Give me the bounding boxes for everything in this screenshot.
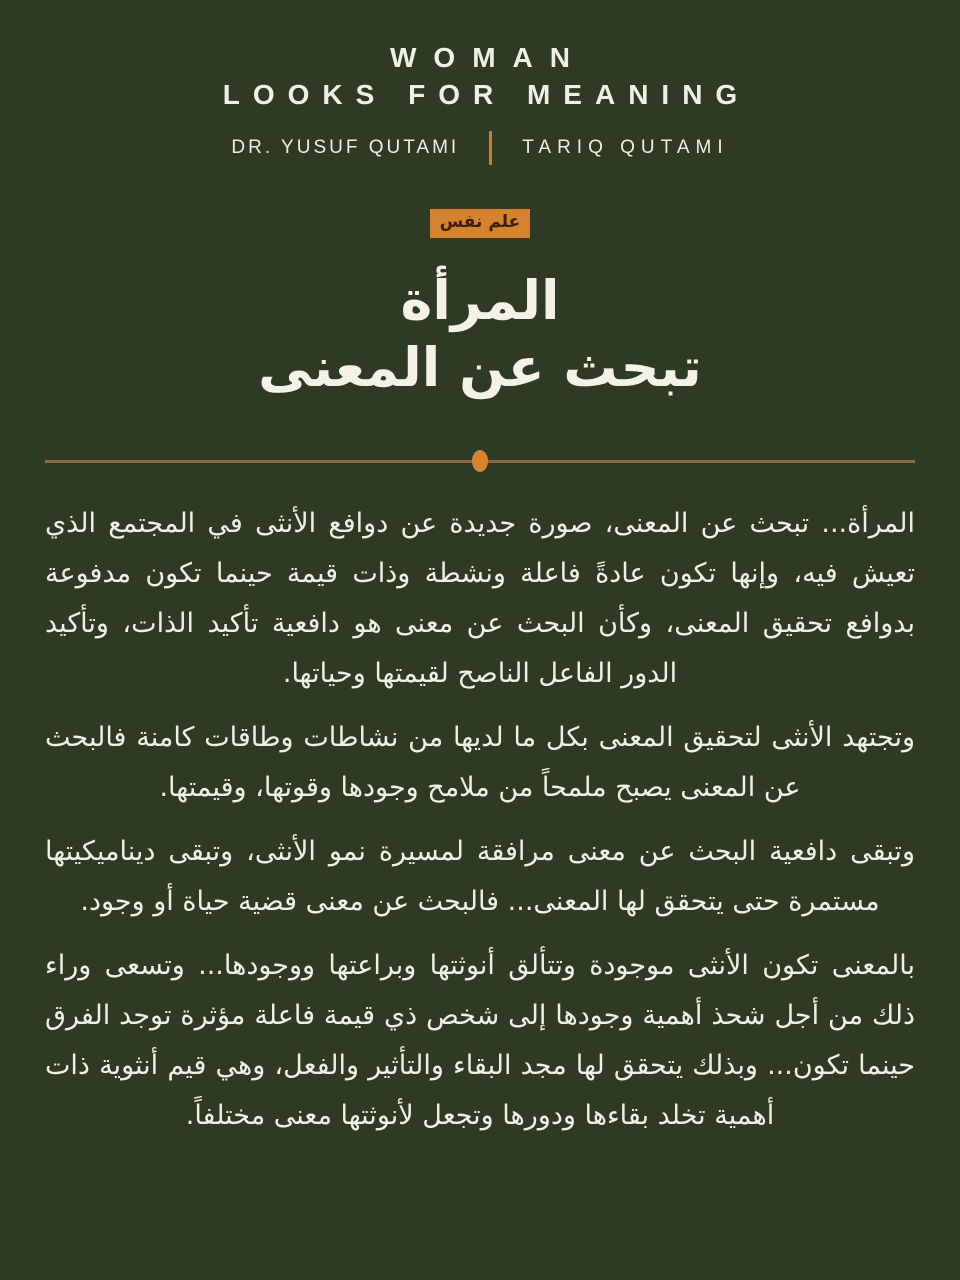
category-badge: علم نفس: [430, 209, 530, 238]
paragraph-1: المرأة... تبحث عن المعنى، صورة جديدة عن دوافع الأنثى في المجتمع الذي تعيش فيه، وإنها تكون عادةً فاعلة ونشطة وذات قيمة حينما تكون مدفوعة بدوافع تحقيق المعنى، وكأن البحث عن معنى هو دافعية تأكيد الذات، وتأكيد الدور الفاعل الناصح لقيمتها وحياتها.: [45, 508, 915, 689]
english-title-line2: LOOKS FOR MEANING: [222, 79, 751, 111]
arabic-title-line1: المرأة: [400, 269, 560, 333]
arabic-title: [0, 268, 960, 401]
body-paragraphs: [45, 499, 915, 1140]
author-separator-bar: [489, 131, 492, 165]
author-name-left: DR. YUSUF QUTAMI: [231, 137, 460, 159]
paragraph-4: بالمعنى تكون الأنثى موجودة وتتألق أنوثتها وبراعتها ووجودها... وتسعى وراء ذلك من أجل شحذ أهمية وجودها إلى شخص ذي قيمة فاعلة مؤثرة توجد الفرق حينما تكون... وبذلك يتحقق لها مجد البقاء والتأثير والفعل، وهي قيم أنثوية ذات أهمية تخلد بقاءها ودورها وتجعل لأنوثتها معنى مختلفاً.: [45, 949, 915, 1131]
category-badge-wrap: [0, 209, 960, 238]
english-header: [0, 0, 960, 165]
paragraph-2: وتجتهد الأنثى لتحقيق المعنى بكل ما لديها من نشاطات وطاقات كامنة فالبحث عن المعنى يصبح ملمحاً من ملامح وجودها وقوتها، وقيمتها.: [45, 721, 915, 803]
divider-dot: [472, 450, 488, 472]
section-divider: [45, 449, 915, 473]
author-name-right: TARIQ QUTAMI: [522, 137, 729, 159]
paragraph-3: وتبقى دافعية البحث عن معنى مرافقة لمسيرة نمو الأنثى، وتبقى ديناميكيتها مستمرة حتى يتحقق لها المعنى... فالبحث عن معنى قضية حياة أو وجود.: [45, 835, 915, 917]
authors-row: [0, 131, 960, 165]
arabic-title-line2: تبحث عن المعنى: [258, 335, 702, 399]
english-title-line1: WOMAN: [390, 42, 587, 73]
